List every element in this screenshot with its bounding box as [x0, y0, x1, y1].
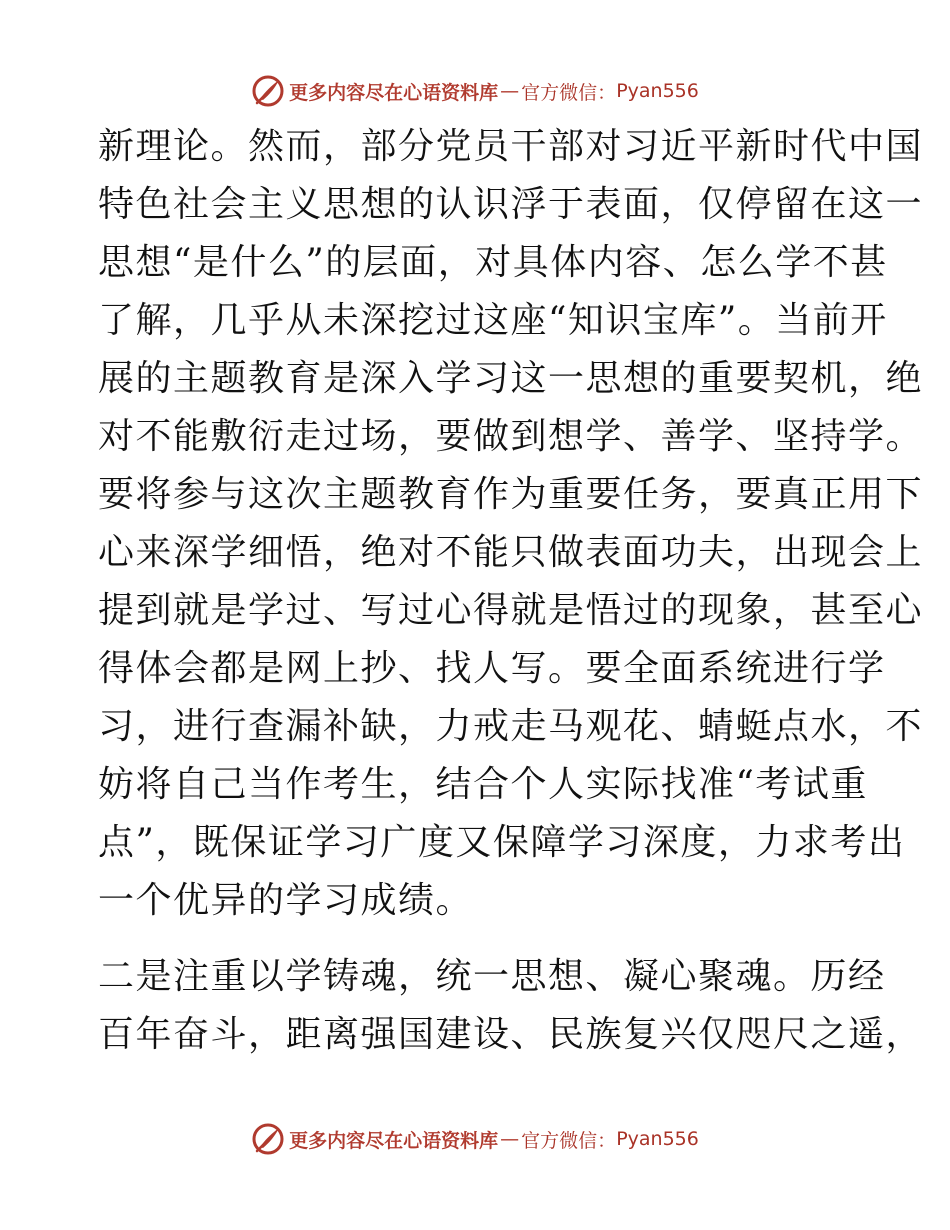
paragraph-gap	[98, 930, 858, 948]
text-line: 妨将自己当作考生，结合个人实际找准“考试重	[98, 764, 868, 805]
text-line: 得体会都是网上抄、找人写。要全面系统进行学	[98, 648, 886, 689]
text-line: 百年奋斗，距离强国建设、民族复兴仅咫尺之遥，	[98, 1014, 924, 1055]
footer-banner-main: 更多内容尽在心语资料库	[289, 1129, 499, 1152]
text-line: 思想“是什么”的层面，对具体内容、怎么学不甚	[98, 242, 888, 283]
text-line: 展的主题教育是深入学习这一思想的重要契机，绝	[98, 358, 924, 399]
feather-circle-logo-icon	[251, 74, 285, 108]
text-line: 二是注重以学铸魂，统一思想、凝心聚魂。历经	[98, 956, 886, 997]
text-line: 了解，几乎从未深挖过这座“知识宝库”。当前开	[98, 300, 888, 341]
footer-banner-dash: —	[500, 1128, 520, 1150]
footer-banner	[0, 1122, 950, 1156]
text-line: 点”，既保证学习广度又保障学习深度，力求考出	[98, 822, 906, 863]
footer-banner-wechat: Pyan556	[616, 1128, 699, 1150]
document-body	[98, 118, 924, 1064]
paragraph-1	[98, 118, 924, 930]
header-banner-text	[289, 78, 699, 105]
header-banner-official: 官方微信：	[521, 81, 617, 104]
text-line: 一个优异的学习成绩。	[98, 880, 474, 921]
text-line: 对不能敷衍走过场，要做到想学、善学、坚持学。	[98, 416, 924, 457]
footer-banner-official: 官方微信：	[521, 1129, 617, 1152]
text-line: 特色社会主义思想的认识浮于表面，仅停留在这一	[98, 184, 924, 225]
text-line: 习，进行查漏补缺，力戒走马观花、蜻蜓点水，不	[98, 706, 924, 747]
header-banner-main: 更多内容尽在心语资料库	[289, 81, 499, 104]
header-banner-dash: —	[500, 80, 520, 102]
text-line: 心来深学细悟，绝对不能只做表面功夫，出现会上	[98, 532, 924, 573]
header-banner-wechat: Pyan556	[616, 80, 699, 102]
feather-circle-logo-icon	[251, 1122, 285, 1156]
footer-banner-text	[289, 1126, 699, 1153]
text-line: 提到就是学过、写过心得就是悟过的现象，甚至心	[98, 590, 924, 631]
text-line: 要将参与这次主题教育作为重要任务，要真正用下	[98, 474, 924, 515]
paragraph-2	[98, 948, 924, 1064]
text-line: 新理论。然而，部分党员干部对习近平新时代中国	[98, 126, 924, 167]
header-banner	[0, 74, 950, 108]
